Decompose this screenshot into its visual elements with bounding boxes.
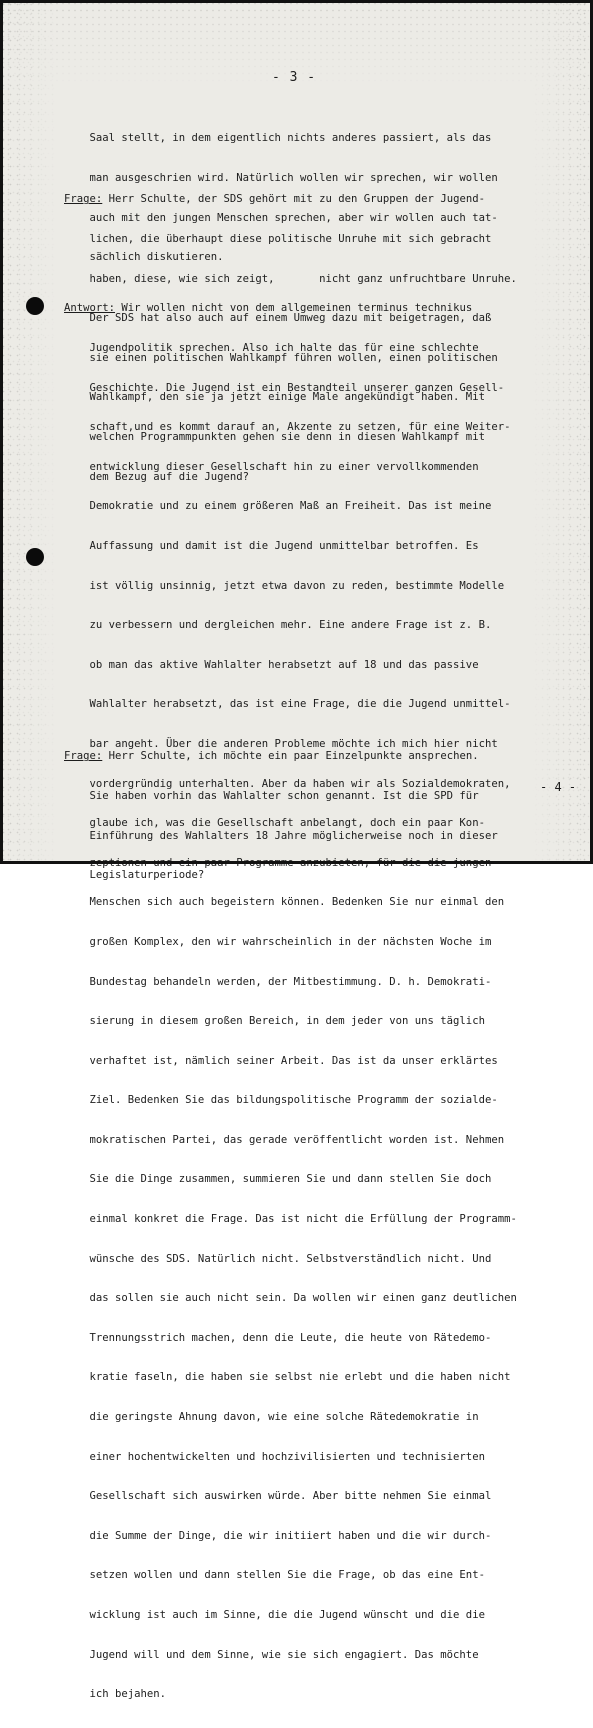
text-line: Wahlalter herabsetzt, das ist eine Frage, die die Jugend unmittel- bbox=[64, 698, 511, 711]
text-line: wünsche des SDS. Natürlich nicht. Selbstverständlich nicht. Und bbox=[64, 1252, 492, 1265]
text-line: das sollen sie auch nicht sein. Da wollen wir einen ganz deutlichen bbox=[64, 1292, 517, 1305]
text-line: Auffassung und damit ist die Jugend unmittelbar betroffen. Es bbox=[64, 539, 479, 552]
text-line: lichen, die überhaupt diese politische Unruhe mit sich gebracht bbox=[64, 233, 492, 245]
text-line: Wir wollen nicht von dem allgemeinen terminus technikus bbox=[115, 302, 473, 315]
speaker-label: Frage: bbox=[64, 193, 103, 206]
text-line: zu verbessern und dergleichen mehr. Eine andere Frage ist z. B. bbox=[64, 619, 492, 632]
page-number: - 3 - bbox=[272, 70, 317, 85]
text-line: Trennungsstrich machen, denn die Leute, die heute von Rätedemo- bbox=[64, 1331, 492, 1344]
text-line: ob man das aktive Wahlalter herabsetzt auf 18 und das passive bbox=[64, 658, 479, 671]
text-line: setzen wollen und dann stellen Sie die Frage, ob das eine Ent- bbox=[64, 1569, 485, 1582]
text-line: welchen Programmpunkten gehen sie denn in diesen Wahlkampf mit bbox=[64, 430, 485, 443]
text-line: mokratischen Partei, das gerade veröffentlicht worden ist. Nehmen bbox=[64, 1133, 505, 1146]
text-line: Jugend will und dem Sinne, wie sie sich engagiert. Das möchte bbox=[64, 1648, 479, 1661]
text-line: sierung in diesem großen Bereich, in dem jeder von uns täglich bbox=[64, 1015, 485, 1028]
text-line: schaft,und es kommt darauf an, Akzente zu setzen, für eine Weiter- bbox=[64, 421, 511, 434]
text-line: Sie die Dinge zusammen, summieren Sie und dann stellen Sie doch bbox=[64, 1173, 492, 1186]
text-line: Legislaturperiode? bbox=[64, 869, 205, 882]
answer-paragraph bbox=[64, 276, 564, 1728]
text-line: Herr Schulte, der SDS gehört mit zu den Gruppen der Jugend- bbox=[102, 193, 485, 206]
text-line: auch mit den jungen Menschen sprechen, aber wir wollen auch tat- bbox=[64, 211, 498, 224]
text-line: Gesellschaft sich auswirken würde. Aber bitte nehmen Sie einmal bbox=[64, 1490, 492, 1503]
punch-hole-icon bbox=[26, 297, 44, 315]
text-line: zeptionen und ein paar Programme anzubieten, für die die jungen bbox=[64, 856, 492, 869]
text-line: sächlich diskutieren. bbox=[64, 251, 224, 264]
question-paragraph bbox=[64, 724, 564, 909]
text-line: Saal stellt, in dem eigentlich nichts anderes passiert, als das bbox=[64, 132, 492, 145]
text-line: Geschichte. Die Jugend ist ein Bestandteil unserer ganzen Gesell- bbox=[64, 381, 505, 394]
text-line: die Summe der Dinge, die wir initiiert haben und die wir durch- bbox=[64, 1529, 492, 1542]
text-line: Einführung des Wahlalters 18 Jahre möglicherweise noch in dieser bbox=[64, 829, 498, 842]
text-line: dem Bezug auf die Jugend? bbox=[64, 470, 249, 483]
text-line: die geringste Ahnung davon, wie eine solche Rätedemokratie in bbox=[64, 1411, 479, 1424]
text-line: Jugendpolitik sprechen. Also ich halte das für eine schlechte bbox=[64, 342, 479, 354]
text-line: verhaftet ist, nämlich seiner Arbeit. Das ist da unser erklärtes bbox=[64, 1054, 498, 1067]
next-page-marker: - 4 - bbox=[540, 780, 577, 794]
punch-hole-icon bbox=[26, 548, 44, 566]
text-line: haben, diese, wie sich zeigt, nicht ganz unfruchtbare Unruhe. bbox=[64, 272, 517, 285]
text-line: Der SDS hat also auch auf einem Umweg dazu mit beigetragen, daß bbox=[64, 312, 492, 325]
text-line: ich bejahen. bbox=[64, 1688, 167, 1701]
text-line: sie einen politischen Wahlkampf führen wollen, einen politischen bbox=[64, 351, 498, 364]
text-line: Ziel. Bedenken Sie das bildungspolitische Programm der sozialde- bbox=[64, 1094, 498, 1107]
text-line: Menschen sich auch begeistern können. Bedenken Sie nur einmal den bbox=[64, 896, 505, 909]
text-line: glaube ich, was die Gesellschaft anbelangt, doch ein paar Kon- bbox=[64, 817, 485, 830]
text-line: Bundestag behandeln werden, der Mitbestimmung. D. h. Demokrati- bbox=[64, 975, 492, 988]
text-line: bar angeht. Über die anderen Probleme möchte ich mich hier nicht bbox=[64, 737, 498, 750]
text-line: wicklung ist auch im Sinne, die die Jugend wünscht und die die bbox=[64, 1609, 485, 1621]
text-line: man ausgeschrien wird. Natürlich wollen wir sprechen, wir wollen bbox=[64, 172, 498, 184]
text-line: einmal konkret die Frage. Das ist nicht die Erfüllung der Programm- bbox=[64, 1213, 517, 1226]
text-line: vordergründig unterhalten. Aber da haben wir als Sozialdemokraten, bbox=[64, 777, 511, 790]
text-line: Herr Schulte, ich möchte ein paar Einzelpunkte ansprechen. bbox=[102, 750, 479, 763]
text-line: kratie faseln, die haben sie selbst nie erlebt und die haben nicht bbox=[64, 1371, 511, 1384]
text-line: großen Komplex, den wir wahrscheinlich in der nächsten Woche im bbox=[64, 935, 492, 948]
speaker-label: Frage: bbox=[64, 750, 103, 763]
text-line: entwicklung dieser Gesellschaft hin zu einer vervollkommenden bbox=[64, 460, 479, 473]
text-line: Sie haben vorhin das Wahlalter schon genannt. Ist die SPD für bbox=[64, 790, 479, 802]
text-line: einer hochentwickelten und hochzivilisierten und technisierten bbox=[64, 1450, 485, 1463]
speaker-label: Antwort: bbox=[64, 302, 116, 315]
text-line: Demokratie und zu einem größeren Maß an Freiheit. Das ist meine bbox=[64, 500, 492, 513]
text-line: Wahlkampf, den sie ja jetzt einige Male angekündigt haben. Mit bbox=[64, 391, 485, 404]
text-line: ist völlig unsinnig, jetzt etwa davon zu reden, bestimmte Modelle bbox=[64, 579, 505, 592]
